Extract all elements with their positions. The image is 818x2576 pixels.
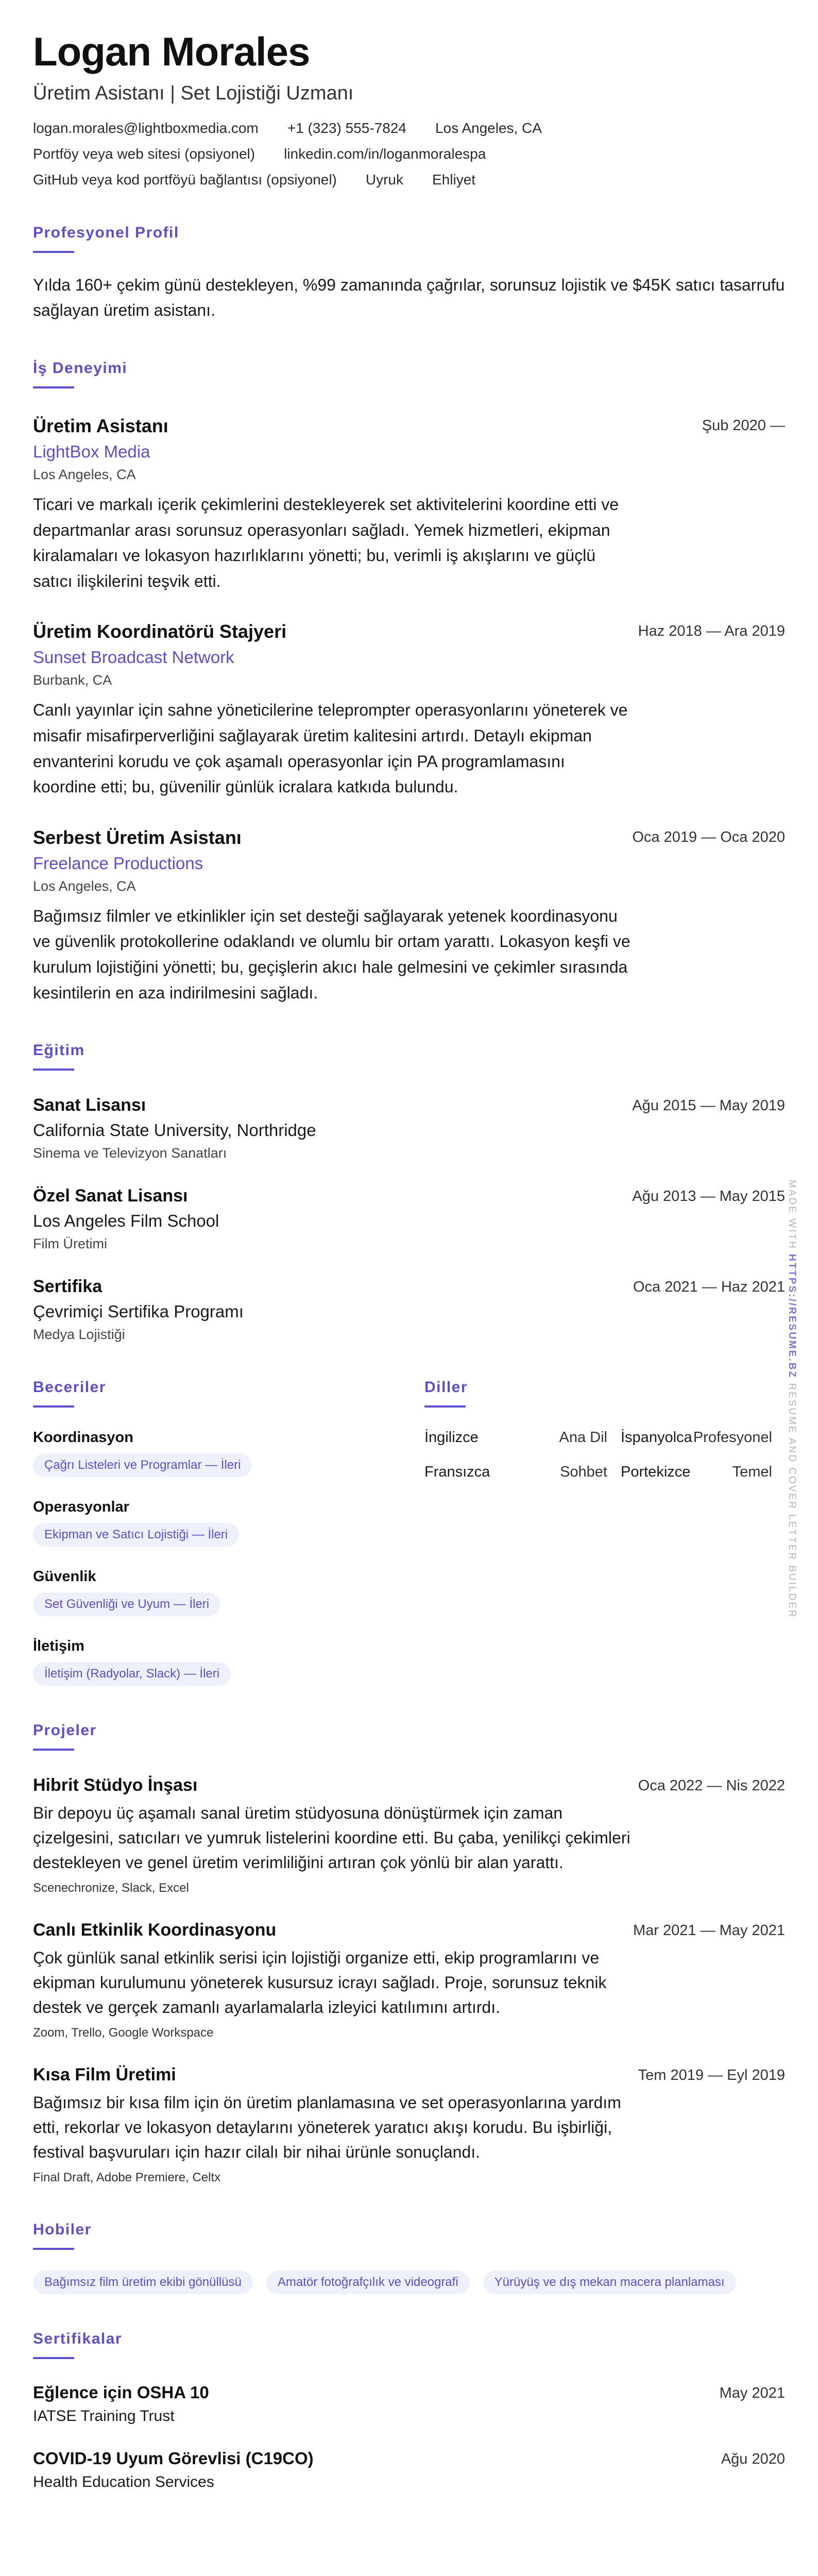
job-date: Oca 2019 — Oca 2020 — [632, 828, 785, 845]
languages-grid — [424, 1429, 785, 1481]
made-with-watermark — [786, 1180, 797, 1619]
certifications-section-title: Sertifikalar — [33, 2330, 123, 2348]
education-section-title: Eğitim — [33, 1042, 85, 1059]
project-entry — [33, 1775, 785, 1895]
job-location: Los Angeles, CA — [33, 467, 136, 483]
hobbies-list — [33, 2270, 785, 2294]
skill-name: Koordinasyon — [33, 1429, 133, 1446]
github-link[interactable]: GitHub veya kod portföyü bağlantısı (opsiyonel) — [33, 171, 337, 188]
section-divider — [33, 386, 74, 388]
section-divider — [33, 2357, 74, 2359]
education-date: Ağu 2015 — May 2019 — [632, 1097, 785, 1114]
skill-chip: Çağrı Listeleri ve Programlar — İleri — [33, 1453, 252, 1477]
header — [33, 31, 785, 188]
section-divider — [424, 1405, 466, 1408]
skill-name: İletişim — [33, 1638, 84, 1655]
job-description: Canlı yayınlar için sahne yöneticilerine teleprompter operasyonlarını yöneterek ve misafir misafirperverliğini sağlayarak üretim kalitesini artırdı. Detaylı ekipman envanterini korudu ve çok aşamalı operasyonlar için PA programlamasını koordine etti; bu, güvenilir günlük icralara katkıda bulundu. — [33, 701, 628, 796]
company-name: Freelance Productions — [33, 853, 203, 873]
degree: Sertifika — [33, 1277, 103, 1297]
experience-entry — [33, 621, 785, 800]
field-of-study: Film Üretimi — [33, 1236, 107, 1252]
experience-section-title: İş Deneyimi — [33, 360, 128, 377]
section-divider — [33, 1405, 74, 1408]
school-name: Çevrimiçi Sertifika Programı — [33, 1302, 244, 1321]
watermark-suffix: RESUME AND COVER LETTER BUILDER — [787, 1383, 797, 1619]
skill-name: Operasyonlar — [33, 1499, 129, 1516]
skill-chip: Set Güvenliği ve Uyum — İleri — [33, 1592, 220, 1616]
job-date: Haz 2018 — Ara 2019 — [638, 623, 785, 640]
field-of-study: Medya Lojistiği — [33, 1327, 125, 1343]
project-date: Tem 2019 — Eyl 2019 — [638, 2067, 785, 2084]
education-entry — [33, 1277, 785, 1343]
certification-title: Eğlence için OSHA 10 — [33, 2383, 209, 2402]
job-date: Şub 2020 — — [702, 417, 785, 434]
location: Los Angeles, CA — [435, 120, 542, 136]
field-of-study: Sinema ve Televizyon Sanatları — [33, 1145, 227, 1161]
company-name: LightBox Media — [33, 442, 150, 462]
project-tools: Final Draft, Adobe Premiere, Celtx — [33, 2171, 221, 2185]
certification-date: May 2021 — [719, 2385, 785, 2402]
email-link[interactable]: logan.morales@lightboxmedia.com — [33, 120, 259, 136]
skill-group — [33, 1499, 424, 1547]
watermark-link[interactable]: HTTPS://RESUME.BZ — [787, 1254, 797, 1379]
skill-chip: İletişim (Radyolar, Slack) — İleri — [33, 1662, 231, 1686]
hobbies-section-title: Hobiler — [33, 2221, 92, 2239]
full-name: Logan Morales — [33, 29, 310, 74]
skill-group — [33, 1568, 424, 1616]
skill-name: Güvenlik — [33, 1568, 96, 1585]
job-description: Bağımsız filmler ve etkinlikler için set desteği sağlayarak yetenek koordinasyonu ve güvenlik protokollerine odaklandı ve olumlu bir ortam yarattı. Lokasyon keşfi ve kurulum lojistiğini yönetti; bu, geçişlerin akıcı hale gelmesini ve çekimler sırasında kesintilerin en aza indirilmesini sağladı. — [33, 906, 630, 1002]
resume-page — [33, 31, 785, 2491]
degree: Özel Sanat Lisansı — [33, 1186, 188, 1206]
language-name: Fransızca — [424, 1464, 490, 1481]
job-title: Serbest Üretim Asistanı — [33, 826, 242, 848]
driving-license: Ehliyet — [432, 171, 476, 188]
job-title: Üretim Koordinatörü Stajyeri — [33, 621, 287, 642]
skill-group — [33, 1638, 424, 1686]
project-tools: Zoom, Trello, Google Workspace — [33, 2026, 214, 2040]
section-divider — [33, 1749, 74, 1751]
project-description: Bağımsız bir kısa film için ön üretim planlamasına ve set operasyonlarına yardım etti, rekorlar ve lokasyon detaylarını yöneterek yaratıcı akışı korudu. Bu işbirliği, festival başvuruları için hazır cilalı bir nihai ürünle sonuçlandı. — [33, 2093, 621, 2162]
project-tools: Scenechronize, Slack, Excel — [33, 1881, 189, 1895]
project-title: Kısa Film Üretimi — [33, 2065, 176, 2085]
company-name: Sunset Broadcast Network — [33, 648, 234, 667]
hobby-chip: Amatör fotoğrafçılık ve videografi — [266, 2270, 470, 2294]
certification-issuer: Health Education Services — [33, 2473, 214, 2491]
project-entry — [33, 1920, 785, 2040]
education-entry — [33, 1186, 785, 1252]
education-date: Oca 2021 — Haz 2021 — [633, 1279, 785, 1296]
job-title: Üretim Asistanı — [33, 415, 168, 437]
skills-languages-row — [33, 1379, 785, 1686]
school-name: Los Angeles Film School — [33, 1211, 219, 1231]
summary-section-title: Profesyonel Profil — [33, 224, 179, 241]
website-link[interactable]: Portföy veya web sitesi (opsiyonel) — [33, 145, 255, 162]
language-level: Temel — [732, 1464, 772, 1481]
contact-row-1 — [33, 120, 785, 137]
contact-row-2 — [33, 146, 785, 162]
hobby-chip: Yürüyüş ve dış mekan macera planlaması — [483, 2270, 736, 2294]
project-description: Çok günlük sanal etkinlik serisi için lojistiği organize etti, ekip programlarını ve ekipman kurulumunu yöneterek kusursuz icrayı sağladı. Proje, sorunsuz teknik destek ve gerçek zamanlı ayarlamalarla izleyici katılımını artırdı. — [33, 1948, 607, 2017]
skill-group — [33, 1429, 424, 1477]
languages-column — [424, 1379, 785, 1686]
experience-entry — [33, 415, 785, 594]
hobby-chip: Bağımsız film üretim ekibi gönüllüsü — [33, 2270, 253, 2294]
project-date: Mar 2021 — May 2021 — [633, 1922, 785, 1939]
job-description: Ticari ve markalı içerik çekimlerini destekleyerek set aktivitelerini koordine etti ve departmanlar arası sorunsuz operasyonları sağladı. Yemek hizmetleri, ekipman kiralamaları ve lokasyon hazırlıklarını yönetti; bu, verimli iş akışlarını ve güçlü satıcı ilişkilerini teşvik etti. — [33, 495, 619, 590]
experience-entry — [33, 827, 785, 1006]
section-divider — [33, 2248, 74, 2250]
certification-entry — [33, 2449, 785, 2491]
school-name: California State University, Northridge — [33, 1121, 316, 1140]
language-name: İspanyolca — [621, 1429, 692, 1446]
project-entry — [33, 2065, 785, 2185]
language-name: Portekizce — [621, 1464, 691, 1481]
phone-number[interactable]: +1 (323) 555-7824 — [287, 120, 406, 136]
job-location: Los Angeles, CA — [33, 878, 136, 894]
nationality: Uyruk — [365, 171, 403, 188]
summary-text: Yılda 160+ çekim günü destekleyen, %99 zamanında çağrılar, sorunsuz lojistik ve $45K satıcı tasarrufu sağlayan üretim asistanı. — [33, 275, 785, 320]
project-title: Hibrit Stüdyo İnşası — [33, 1775, 198, 1795]
certification-issuer: IATSE Training Trust — [33, 2408, 175, 2425]
project-title: Canlı Etkinlik Koordinasyonu — [33, 1920, 277, 1940]
degree: Sanat Lisansı — [33, 1095, 146, 1115]
section-divider — [33, 1069, 74, 1071]
watermark-prefix: MADE WITH — [787, 1180, 797, 1250]
project-description: Bir depoyu üç aşamalı sanal üretim stüdyosuna dönüştürmek için zaman çizelgesini, satıcıları ve yumruk listelerini koordine etti. Bu çaba, yenilikçi çekimleri destekleyen ve genel üretim verimliliğini artıran çok yönlü bir alan yarattı. — [33, 1804, 630, 1872]
education-entry — [33, 1095, 785, 1161]
language-level: Ana Dil — [559, 1429, 607, 1446]
skills-section-title: Beceriler — [33, 1379, 106, 1396]
headline: Üretim Asistanı | Set Lojistiği Uzmanı — [33, 82, 354, 104]
projects-section-title: Projeler — [33, 1722, 97, 1739]
job-location: Burbank, CA — [33, 672, 112, 688]
skill-chip: Ekipman ve Satıcı Lojistiği — İleri — [33, 1523, 239, 1547]
linkedin-link[interactable]: linkedin.com/in/loganmoralespa — [284, 145, 486, 162]
section-divider — [33, 251, 74, 253]
certification-date: Ağu 2020 — [721, 2451, 785, 2468]
education-date: Ağu 2013 — May 2015 — [632, 1188, 785, 1205]
language-name: İngilizce — [424, 1429, 479, 1446]
languages-section-title: Diller — [424, 1379, 468, 1396]
contact-row-3 — [33, 172, 785, 188]
language-level: Profesyonel — [693, 1429, 772, 1446]
project-date: Oca 2022 — Nis 2022 — [638, 1777, 785, 1794]
language-level: Sohbet — [560, 1464, 607, 1481]
skills-column — [33, 1379, 424, 1686]
certification-title: COVID-19 Uyum Görevlisi (C19CO) — [33, 2449, 314, 2468]
certification-entry — [33, 2383, 785, 2425]
